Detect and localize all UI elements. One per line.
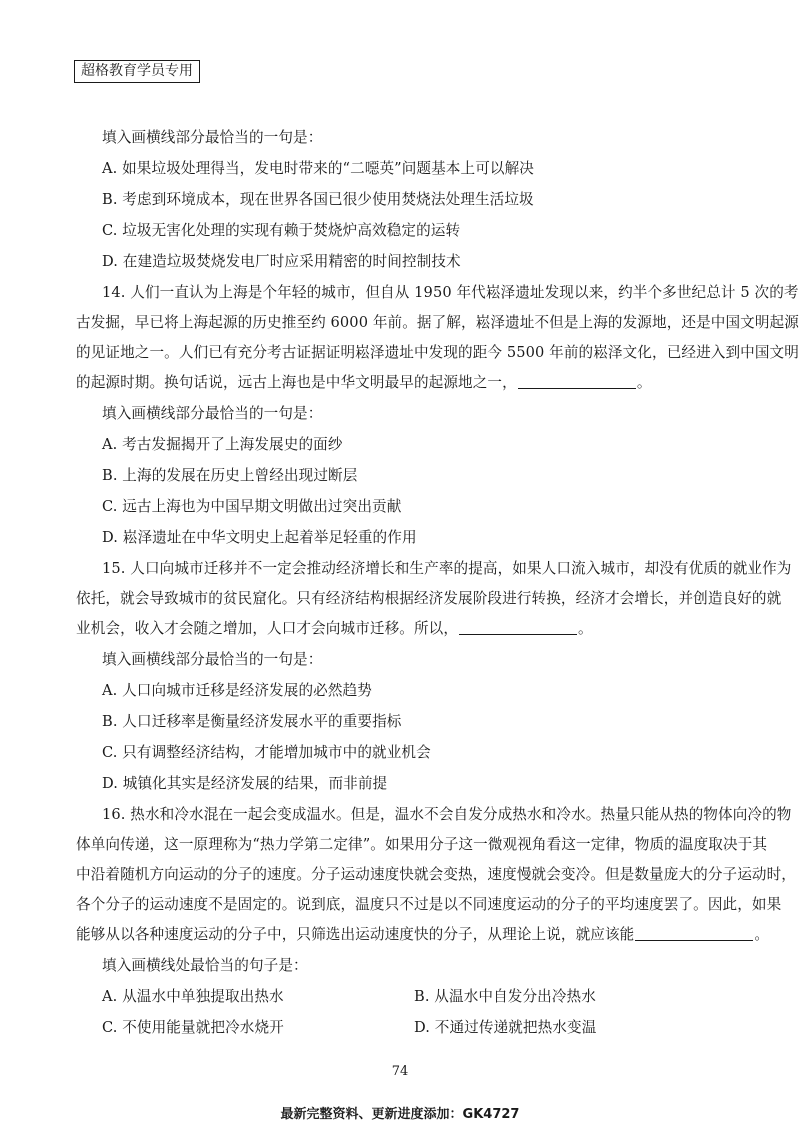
q14-line-4-text: 的起源时期。换句话说，远古上海也是中华文明最早的起源地之一，: [76, 374, 517, 391]
q16-line-end: 。: [754, 926, 770, 943]
q15-prompt: 填入画横线部分最恰当的一句是：: [102, 651, 323, 668]
q14-option-c: C. 远古上海也为中国早期文明做出过突出贡献: [102, 498, 402, 515]
header-label-box: 超格教育学员专用: [74, 60, 200, 83]
q13-option-d: D. 在建造垃圾焚烧发电厂时应采用精密的时间控制技术: [102, 253, 461, 270]
q13-option-b: B. 考虑到环境成本，现在世界各国已很少使用焚烧法处理生活垃圾: [102, 191, 534, 208]
q16-line-1: 16. 热水和冷水混在一起会变成温水。但是，温水不会自发分成热水和冷水。热量只能从热的物体向冷的物: [102, 806, 792, 823]
q15-line-2: 依托，就会导致城市的贫民窟化。只有经济结构根据经济发展阶段进行转换，经济才会增长，并创造良好的就: [76, 590, 782, 607]
q14-option-d: D. 崧泽遗址在中华文明史上起着举足轻重的作用: [102, 529, 417, 546]
page-number: 74: [391, 1064, 409, 1079]
footer-note: 最新完整资料、更新进度添加：GK4727: [280, 1107, 520, 1122]
q14-line-1: 14. 人们一直认为上海是个年轻的城市，但自从 1950 年代崧泽遗址发现以来，约半个多世纪总计 5 次的考: [102, 284, 799, 301]
q14-option-a: A. 考古发掘揭开了上海发展史的面纱: [102, 436, 343, 453]
q16-prompt: 填入画横线处最恰当的句子是：: [102, 957, 308, 974]
q14-answer-blank: [518, 374, 636, 389]
q15-line-3-text: 业机会，收入才会随之增加，人口才会向城市迁移。所以，: [76, 620, 459, 637]
q16-line-3: 中沿着随机方向运动的分子的速度。分子运动速度快就会变热，速度慢就会变冷。但是数量庞大的分子运动时，: [76, 866, 796, 883]
q15-answer-blank: [459, 620, 577, 635]
q16-option-c: C. 不使用能量就把冷水烧开: [102, 1019, 284, 1036]
q14-line-end: 。: [636, 374, 652, 391]
q14-line-3: 的见证地之一。人们已有充分考古证据证明崧泽遗址中发现的距今 5500 年前的崧泽文化，已经进入到中国文明: [76, 344, 799, 361]
q15-option-c: C. 只有调整经济结构，才能增加城市中的就业机会: [102, 744, 431, 761]
q16-option-b: B. 从温水中自发分出冷热水: [414, 988, 596, 1005]
q13-option-a: A. 如果垃圾处理得当，发电时带来的“二噁英”问题基本上可以解决: [102, 160, 534, 177]
q14-line-2: 古发掘，早已将上海起源的历史推至约 6000 年前。据了解，崧泽遗址不但是上海的发源地，还是中国文明起源: [76, 314, 799, 331]
q16-answer-blank: [635, 926, 753, 941]
q14-line-4: [76, 373, 652, 393]
q16-line-4: 各个分子的运动速度不是固定的。说到底，温度只不过是以不同速度运动的分子的平均速度罢了。因此，如果: [76, 896, 782, 913]
q13-prompt: 填入画横线部分最恰当的一句是：: [102, 129, 323, 146]
q16-option-a: A. 从温水中单独提取出热水: [102, 988, 284, 1005]
q14-prompt: 填入画横线部分最恰当的一句是：: [102, 405, 323, 422]
q16-option-d: D. 不通过传递就把热水变温: [414, 1019, 597, 1036]
q16-line-5-text: 能够从以各种速度运动的分子中，只筛选出运动速度快的分子，从理论上说，就应该能: [76, 926, 635, 943]
q15-option-b: B. 人口迁移率是衡量经济发展水平的重要指标: [102, 713, 402, 730]
q15-option-d: D. 城镇化其实是经济发展的结果，而非前提: [102, 775, 388, 792]
q13-option-c: C. 垃圾无害化处理的实现有赖于焚烧炉高效稳定的运转: [102, 222, 461, 239]
q16-line-2: 体单向传递，这一原理称为“热力学第二定律”。如果用分子这一微观视角看这一定律，物质的温度取决于其: [76, 836, 768, 853]
q15-line-1: 15. 人口向城市迁移并不一定会推动经济增长和生产率的提高，如果人口流入城市，却没有优质的就业作为: [102, 560, 792, 577]
q16-line-5: [76, 925, 769, 945]
q15-option-a: A. 人口向城市迁移是经济发展的必然趋势: [102, 682, 372, 699]
q14-option-b: B. 上海的发展在历史上曾经出现过断层: [102, 467, 358, 484]
q15-line-end: 。: [578, 620, 593, 637]
q15-line-3: [76, 619, 593, 639]
